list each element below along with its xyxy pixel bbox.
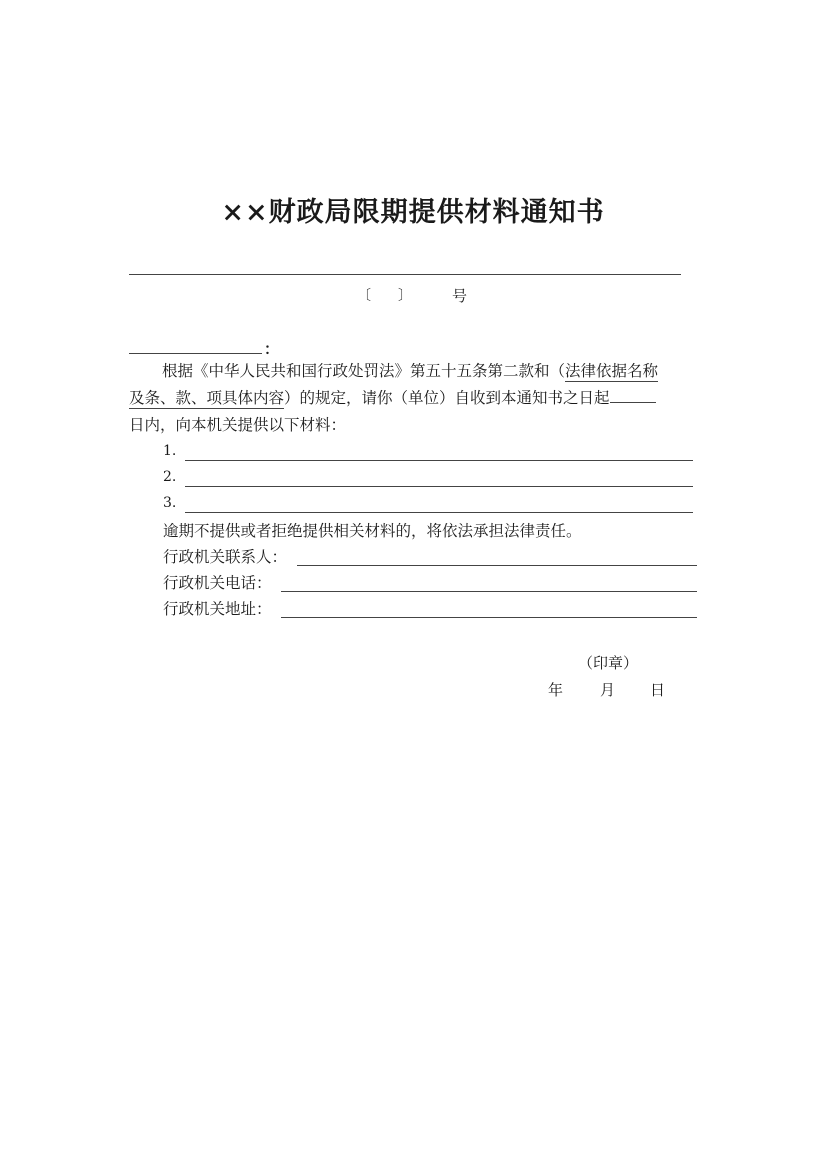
recipient-blank[interactable] [129, 339, 262, 354]
recipient-line [129, 338, 279, 359]
document-title: ××财政局限期提供材料通知书 [221, 197, 605, 228]
address-field [163, 597, 697, 619]
legal-basis-articles: 及条、款、项具体内容 [129, 389, 285, 407]
material-item [163, 495, 693, 515]
doc-number-bracket-close: 〕 [398, 288, 412, 304]
material-item-number: 2. [163, 469, 177, 485]
body-line-1-text: 根据《中华人民共和国行政处罚法》第五十五条第二款和（ [162, 362, 566, 380]
material-item-number: 3. [163, 495, 177, 511]
material-item-number: 1. [163, 443, 177, 459]
legal-warning: 逾期不提供或者拒绝提供相关材料的，将依法承担法律责任。 [163, 522, 582, 540]
address-label: 行政机关地址： [163, 600, 272, 618]
doc-number-bracket-open: 〔 [357, 288, 371, 304]
header-divider [129, 274, 681, 275]
legal-basis-name: 法律依据名称 [565, 362, 659, 380]
body-line-2 [129, 385, 699, 412]
days-blank[interactable] [610, 385, 656, 403]
doc-number-suffix: 号 [452, 287, 468, 305]
body-line-3: 日内，向本机关提供以下材料： [129, 416, 347, 434]
material-item-blank[interactable] [185, 460, 693, 461]
body-line-1 [129, 358, 732, 385]
date-day: 日 [650, 681, 666, 699]
material-item [163, 469, 693, 489]
contact-person-field [163, 545, 697, 567]
material-item-blank[interactable] [185, 486, 693, 487]
recipient-colon: ： [264, 340, 280, 358]
date-year: 年 [548, 681, 564, 699]
seal-label: （印章） [578, 654, 639, 672]
phone-label: 行政机关电话： [163, 574, 272, 592]
address-blank[interactable] [281, 617, 697, 618]
contact-person-label: 行政机关联系人： [163, 548, 288, 566]
contact-person-blank[interactable] [297, 565, 697, 566]
phone-field [163, 571, 697, 593]
material-item [163, 443, 693, 463]
date-month: 月 [600, 681, 616, 699]
body-line-2-text: ）的规定，请你（单位）自收到本通知书之日起 [284, 389, 610, 407]
material-item-blank[interactable] [185, 512, 693, 513]
signature-date [548, 679, 678, 701]
phone-blank[interactable] [281, 591, 697, 592]
